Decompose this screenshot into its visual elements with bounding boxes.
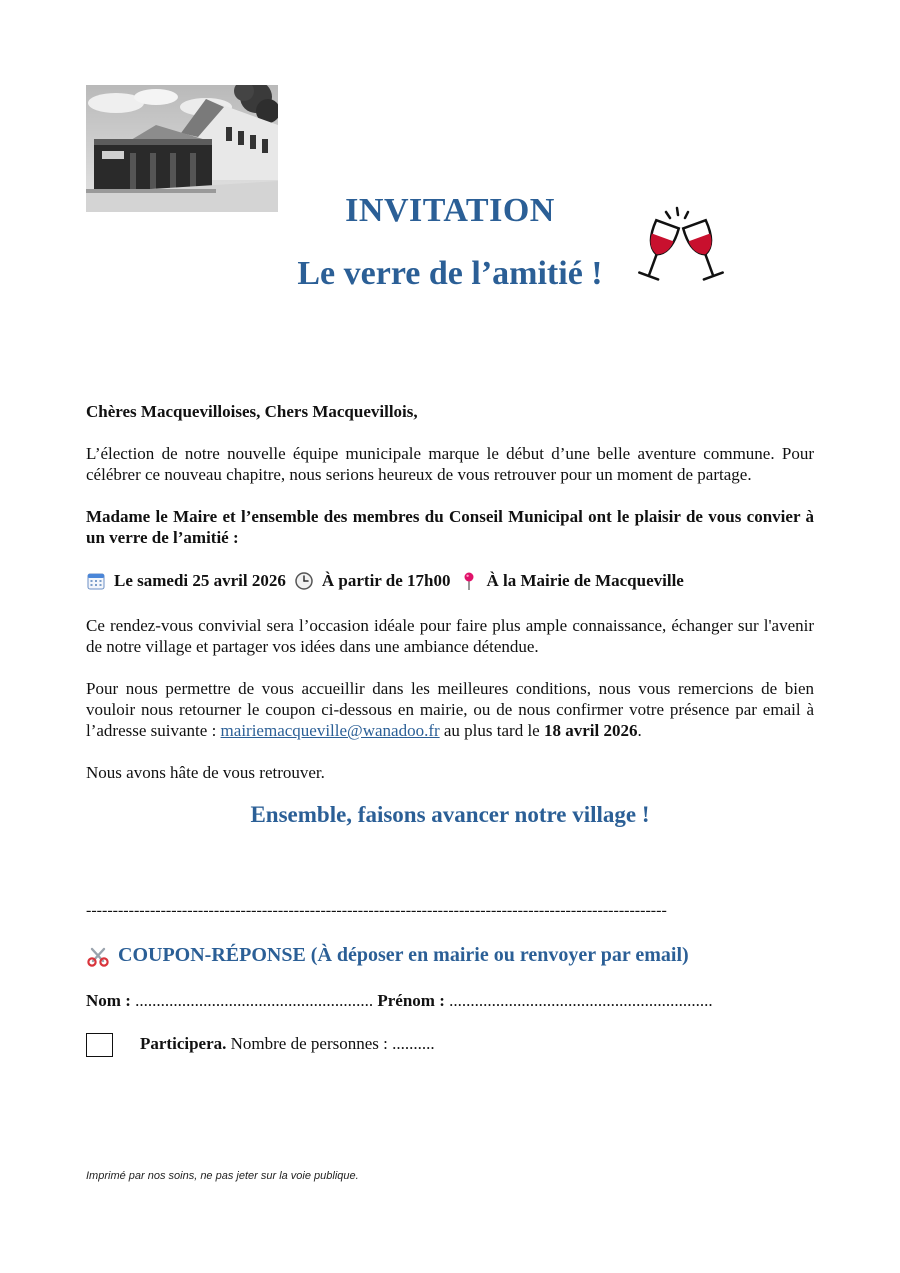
event-details: [86, 570, 814, 592]
email-link[interactable]: mairiemacqueville@wanadoo.fr: [220, 721, 440, 740]
nom-field[interactable]: ........................................................: [130, 991, 378, 1010]
clock-icon: [294, 571, 314, 591]
calendar-icon: [86, 571, 106, 591]
paragraph-convivial: Ce rendez-vous convivial sera l’occasion idéale pour faire plus ample connaissance, échanger sur l'avenir de notre village et partager vos idées dans une ambiance détendue.: [86, 616, 814, 656]
paragraph-rsvp: [86, 678, 814, 741]
page-title: INVITATION: [345, 192, 555, 229]
rsvp-end: .: [637, 721, 642, 740]
footer-note: Imprimé par nos soins, ne pas jeter sur la voie publique.: [86, 1170, 359, 1182]
coupon-name-fields: [86, 991, 713, 1011]
coupon-title: [86, 944, 689, 967]
wine-glasses-icon: [632, 205, 730, 291]
rsvp-deadline: 18 avril 2026: [543, 721, 638, 740]
event-place: À la Mairie de Macqueville: [486, 571, 684, 590]
rsvp-intro: Pour nous permettre de vous accueillir dans les meilleures conditions, nous vous remercions de bien vouloir nous retourner le coupon ci-dessous en mairie, ou de nous confirmer votre présence par email à l’adresse suivante :: [86, 679, 814, 740]
participation-checkbox[interactable]: [86, 1033, 113, 1057]
rsvp-mid: au plus tard le: [439, 721, 544, 740]
prenom-label: Prénom :: [377, 991, 445, 1010]
prenom-field[interactable]: ..............................................................: [444, 991, 713, 1010]
pin-icon: [459, 571, 479, 591]
salutation: Chères Macquevilloises, Chers Macquevillois,: [86, 402, 418, 421]
event-date: Le samedi 25 avril 2026: [114, 571, 286, 590]
nombre-personnes-field[interactable]: Nombre de personnes : ..........: [226, 1034, 435, 1053]
scissors-icon: [86, 945, 110, 967]
participation-line: [140, 1034, 435, 1054]
event-time: À partir de 17h00: [321, 571, 451, 590]
slogan: Ensemble, faisons avancer notre village !: [250, 802, 650, 827]
page-subtitle: Le verre de l’amitié !: [297, 255, 603, 292]
cut-line: -------------------------------------------------------------------------------------------------------------: [86, 902, 667, 919]
paragraph-intro: L’élection de notre nouvelle équipe municipale marque le début d’une belle aventure commune. Pour célébrer ce nouveau chapitre, nous serions heureux de vous retrouver pour un moment de partage.: [86, 444, 814, 484]
participe-label: Participera.: [140, 1034, 227, 1053]
coupon-title-text: COUPON-RÉPONSE (À déposer en mairie ou renvoyer par email): [118, 944, 689, 966]
paragraph-invitation: Madame le Maire et l’ensemble des membres du Conseil Municipal ont le plaisir de vous convier à un verre de l’amitié :: [86, 507, 814, 547]
paragraph-closing: Nous avons hâte de vous retrouver.: [86, 763, 325, 782]
nom-label: Nom :: [86, 991, 131, 1010]
